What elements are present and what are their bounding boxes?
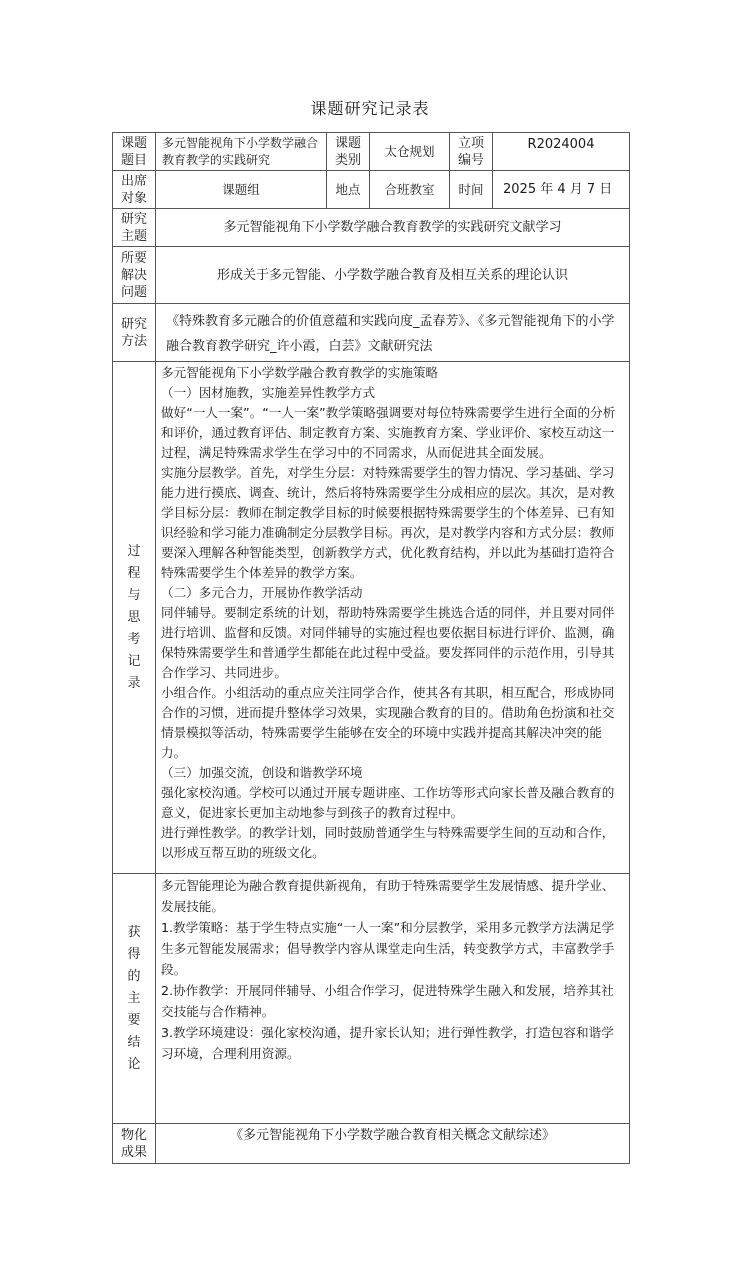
- topic-label: 课题题目: [113, 133, 156, 171]
- process-heading: （一）因材施教，实施差异性教学方式: [161, 385, 376, 400]
- number-value: R2024004: [493, 133, 630, 171]
- process-paragraph: 强化家校沟通。学校可以通过开展专题讲座、工作坊等形式向家长普及融合教育的意义，促进家长更加主动地参与到孩子的教育过程中。: [161, 785, 615, 820]
- attendees-value: 课题组: [156, 171, 327, 209]
- outcome-row: [113, 1124, 630, 1164]
- attendees-row: [113, 171, 630, 209]
- process-row: [113, 362, 630, 874]
- theme-value: 多元智能视角下小学数学融合教育教学的实践研究文献学习: [156, 209, 630, 247]
- outcome-value: 《多元智能视角下小学数学融合教育相关概念文献综述》: [156, 1124, 630, 1164]
- process-heading: （三）加强交流，创设和谐教学环境: [161, 765, 363, 780]
- process-heading: （二）多元合力，开展协作教学活动: [161, 585, 363, 600]
- document-title: 课题研究记录表: [310, 99, 430, 118]
- conclusion-content: [156, 874, 630, 1124]
- conclusion-paragraph: 3.教学环境建设：强化家校沟通，提升家长认知；进行弹性教学，打造包容和谐学习环境，合理利用资源。: [161, 1025, 614, 1061]
- topic-row: [113, 133, 630, 171]
- problem-label: 所要解决问题: [113, 247, 156, 304]
- location-value: 合班教室: [370, 171, 450, 209]
- conclusion-paragraph: 2.协作教学：开展同伴辅导、小组合作学习，促进特殊学生融入和发展，培养其社交技能与合作精神。: [161, 983, 614, 1019]
- theme-row: [113, 209, 630, 247]
- conclusion-row: [113, 874, 630, 1124]
- method-row: [113, 304, 630, 362]
- process-paragraph: 进行弹性教学。的教学计划，同时鼓励普通学生与特殊需要学生间的互动和合作，以形成互帮互助的班级文化。: [161, 825, 615, 860]
- research-record-table: [112, 132, 630, 1164]
- process-label: 过 程 与 思 考 记 录: [113, 362, 156, 874]
- problem-value: 形成关于多元智能、小学数学融合教育及相互关系的理论认识: [156, 247, 630, 304]
- method-label: 研究方法: [113, 304, 156, 362]
- conclusion-label: 获 得 的 主 要 结 论: [113, 874, 156, 1124]
- problem-row: [113, 247, 630, 304]
- process-content: [156, 362, 630, 874]
- process-paragraph: 做好“一人一案”。“一人一案”教学策略强调要对每位特殊需要学生进行全面的分析和评价，通过教育评估、制定教育方案、实施教育方案、学业评价、家校互动这一过程，满足特殊需求学生在学习中的不同需求，从而促进其全面发展。: [161, 405, 616, 460]
- theme-label: 研究主题: [113, 209, 156, 247]
- time-label: 时间: [450, 171, 493, 209]
- process-paragraph: 多元智能视角下小学数学融合教育教学的实施策略: [161, 365, 439, 380]
- location-label: 地点: [327, 171, 370, 209]
- method-value: 《特殊教育多元融合的价值意蕴和实践向度_孟春芳》、《多元智能视角下的小学融合教育教学研究_许小霞，白芸》文献研究法: [156, 304, 630, 362]
- topic-value: 多元智能视角下小学数学融合教育教学的实践研究: [156, 133, 327, 171]
- number-label: 立项编号: [450, 133, 493, 171]
- category-label: 课题类别: [327, 133, 370, 171]
- process-paragraph: 实施分层教学。首先，对学生分层：对特殊需要学生的智力情况、学习基础、学习能力进行摸底、调查、统计，然后将特殊需要学生分成相应的层次。其次，是对教学目标分层：教师在制定教学目标的时候要根据特殊需要学生的个体差异、已有知识经验和学习能力准确制定分层教学目标。再次，是对教学内容和方式分层：教师要深入理解各种智能类型，创新教学方式，优化教育结构，并以此为基础打造符合特殊需要学生个体差异的教学方案。: [161, 465, 615, 580]
- conclusion-paragraph: 1.教学策略：基于学生特点实施“一人一案”和分层教学，采用多元教学方法满足学生多元智能发展需求；倡导教学内容从课堂走向生活，转变教学方式，丰富教学手段。: [161, 920, 615, 977]
- attendees-label: 出席对象: [113, 171, 156, 209]
- time-value: 2025 年 4 月 7 日: [493, 171, 630, 209]
- process-paragraph: 小组合作。小组活动的重点应关注同学合作，使其各有其职，相互配合，形成协同合作的习惯，进而提升整体学习效果，实现融合教育的目的。借助角色扮演和社交情景模拟等活动，特殊需要学生能够在安全的环境中实践并提高其解决冲突的能力。: [161, 685, 615, 760]
- process-paragraph: 同伴辅导。要制定系统的计划，帮助特殊需要学生挑选合适的同伴，并且要对同伴进行培训、监督和反馈。对同伴辅导的实施过程也要依据目标进行评价、监测，确保特殊需要学生和普通学生都能在此过程中受益。要发挥同伴的示范作用，引导其合作学习、共同进步。: [161, 605, 615, 680]
- outcome-label: 物化成果: [113, 1124, 156, 1164]
- category-value: 太仓规划: [370, 133, 450, 171]
- conclusion-paragraph: 多元智能理论为融合教育提供新视角，有助于特殊需要学生发展情感、提升学业、发展技能。: [161, 878, 615, 914]
